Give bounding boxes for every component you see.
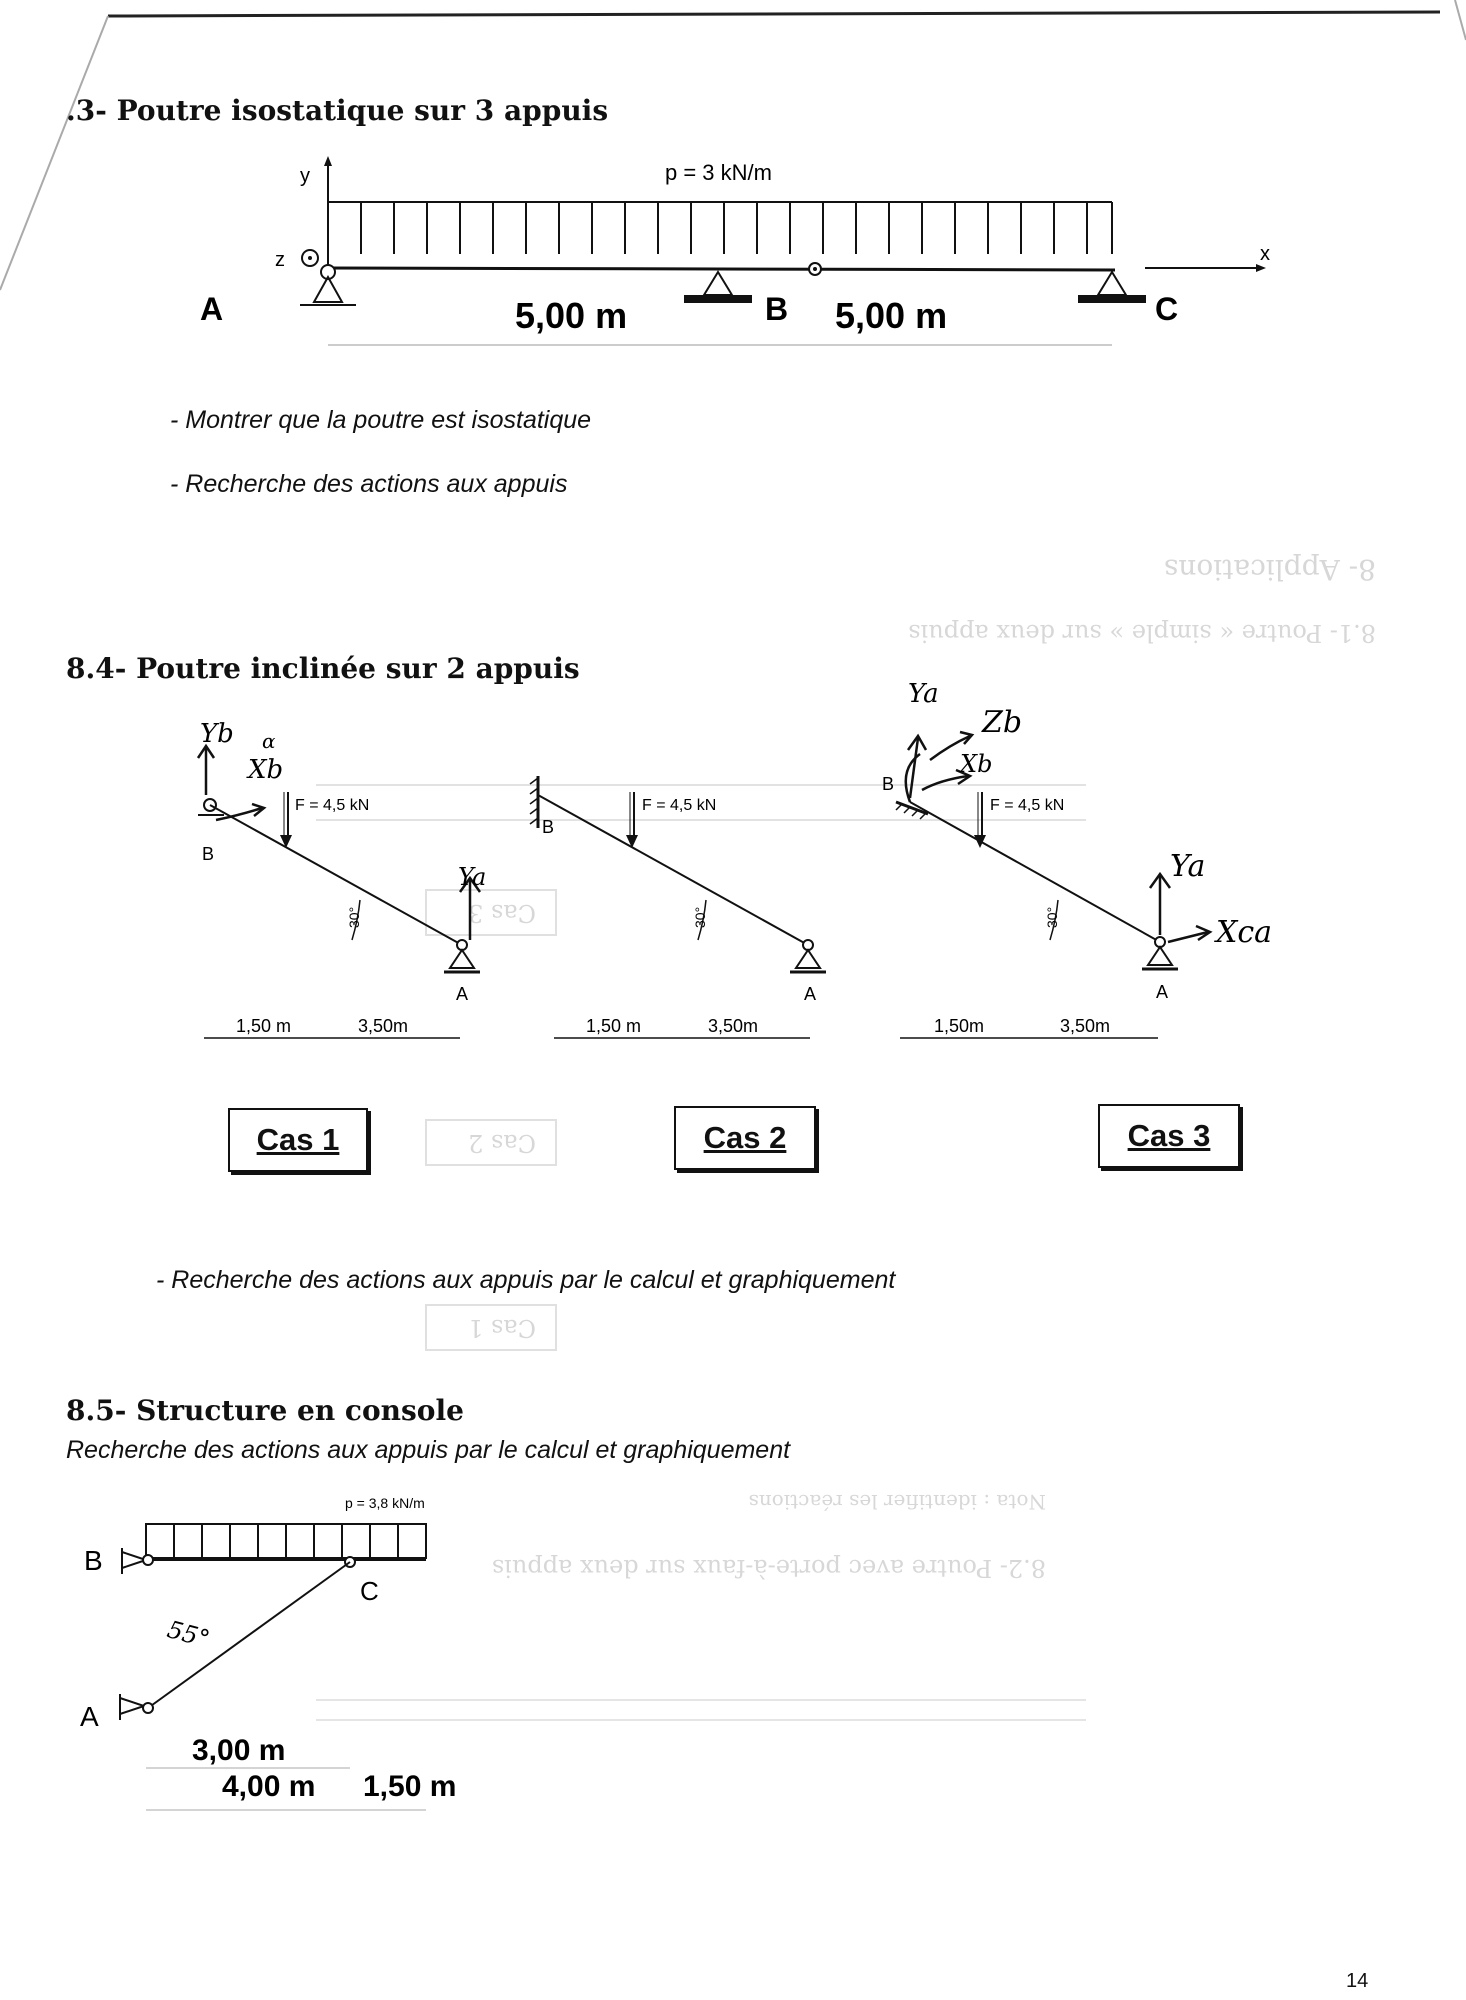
case-3-ya2: Ya (1170, 849, 1206, 884)
case-2-a-label: A (804, 984, 817, 1004)
case-3-angle: 30° (1044, 906, 1060, 928)
z-axis-label: z (275, 249, 285, 271)
ghost-title-81: 8.1- Poutre « simple » sur deux appuis (908, 619, 1376, 647)
page-number: 14 (1346, 1970, 1369, 1992)
case-2-dim1: 1,50 m (586, 1016, 642, 1036)
case-2-box: Cas 2 (674, 1106, 816, 1170)
support-c-label: C (1155, 291, 1179, 327)
case-1-beam (210, 805, 462, 945)
ghost-note: Nota : identifier les réactions (748, 1490, 1046, 1514)
y-axis-label: y (300, 165, 310, 187)
case-3-zb: Zb (982, 705, 1023, 740)
case-1-b-label: B (202, 844, 215, 864)
case-3-ya: Ya (908, 679, 939, 709)
section-85-title: 8.5- Structure en console (66, 1394, 464, 1427)
angle-55: 55° (164, 1615, 213, 1654)
case-1-angle: 30° (346, 906, 362, 928)
case-3-b-label: B (882, 774, 895, 794)
ghost-cas2: Cas 2 (468, 1129, 536, 1157)
ghost-cas1: Cas 1 (468, 1314, 536, 1342)
y-axis-arrow (324, 156, 332, 166)
case-1-a-label: A (456, 984, 469, 1004)
case-2-force: F = 4,5 kN (642, 797, 717, 814)
ghost-cas3: Cas 3 (468, 899, 536, 927)
case-2-beam (538, 795, 808, 945)
case-3-beam (910, 802, 1160, 942)
case-2-dim2: 3,50m (708, 1016, 759, 1036)
task-actions: - Recherche des actions aux appuis (170, 470, 568, 498)
console-load-label: p = 3,8 kN/m (345, 1495, 425, 1511)
dim-400: 4,00 m (222, 1770, 316, 1803)
task-84: - Recherche des actions aux appuis par le calcul et graphiquement (156, 1266, 896, 1294)
support-a-label: A (200, 291, 224, 327)
span-ab: 5,00 m (515, 295, 628, 336)
load-label: p = 3 kN/m (665, 160, 772, 185)
case-3-dim1: 1,50m (934, 1016, 985, 1036)
ghost-title-8: 8- Applications (1164, 553, 1376, 586)
section-85-subtitle: Recherche des actions aux appuis par le calcul et graphiquement (66, 1436, 791, 1464)
case-1-diagram (180, 700, 500, 1060)
case-2-angle: 30° (692, 906, 708, 928)
support-b-label: B (765, 291, 789, 327)
ghost-title-82: 8.2- Poutre avec porte-à-faux sur deux appuis (491, 1554, 1046, 1582)
beam (328, 268, 1115, 270)
dim-300: 3,00 m (192, 1734, 286, 1767)
case-3-xb: Xb (960, 750, 993, 778)
point-b-label: B (84, 1545, 103, 1576)
case-1-yb: Yb (200, 719, 234, 749)
point-a-label: A (80, 1701, 99, 1732)
section-84-title: 8.4- Poutre inclinée sur 2 appuis (66, 652, 580, 685)
case-2-diagram (530, 700, 850, 1060)
support-c (1098, 272, 1126, 295)
section-83-title: .3- Poutre isostatique sur 3 appuis (66, 94, 609, 127)
case-1-box: Cas 1 (228, 1108, 368, 1172)
task-isostatic: - Montrer que la poutre est isostatique (170, 406, 592, 434)
case-3-diagram (870, 680, 1310, 1060)
case-2-b-label: B (542, 817, 555, 837)
case-3-box: Cas 3 (1098, 1104, 1240, 1168)
case-3-a-label: A (1156, 982, 1169, 1002)
console-structure-diagram (70, 1490, 490, 1830)
point-c-label: C (360, 1576, 379, 1606)
case-3-xca: Xca (1216, 915, 1273, 950)
support-a (314, 277, 342, 302)
case-1-force: F = 4,5 kN (295, 797, 370, 814)
case-1-dim2: 3,50m (358, 1016, 409, 1036)
load-arrows (328, 202, 1112, 254)
support-b (704, 272, 732, 295)
beam-3-supports-diagram (200, 150, 1290, 360)
x-axis-label: x (1260, 243, 1270, 265)
case-1-xb: Xb (248, 755, 284, 785)
dim-150: 1,50 m (363, 1770, 457, 1803)
case-1-ya: Ya (458, 863, 487, 891)
case-3-force: F = 4,5 kN (990, 797, 1065, 814)
case-3-dim2: 3,50m (1060, 1016, 1111, 1036)
case-1-dim1: 1,50 m (236, 1016, 292, 1036)
case-1-alpha: α (262, 729, 276, 753)
span-bc: 5,00 m (835, 295, 948, 336)
